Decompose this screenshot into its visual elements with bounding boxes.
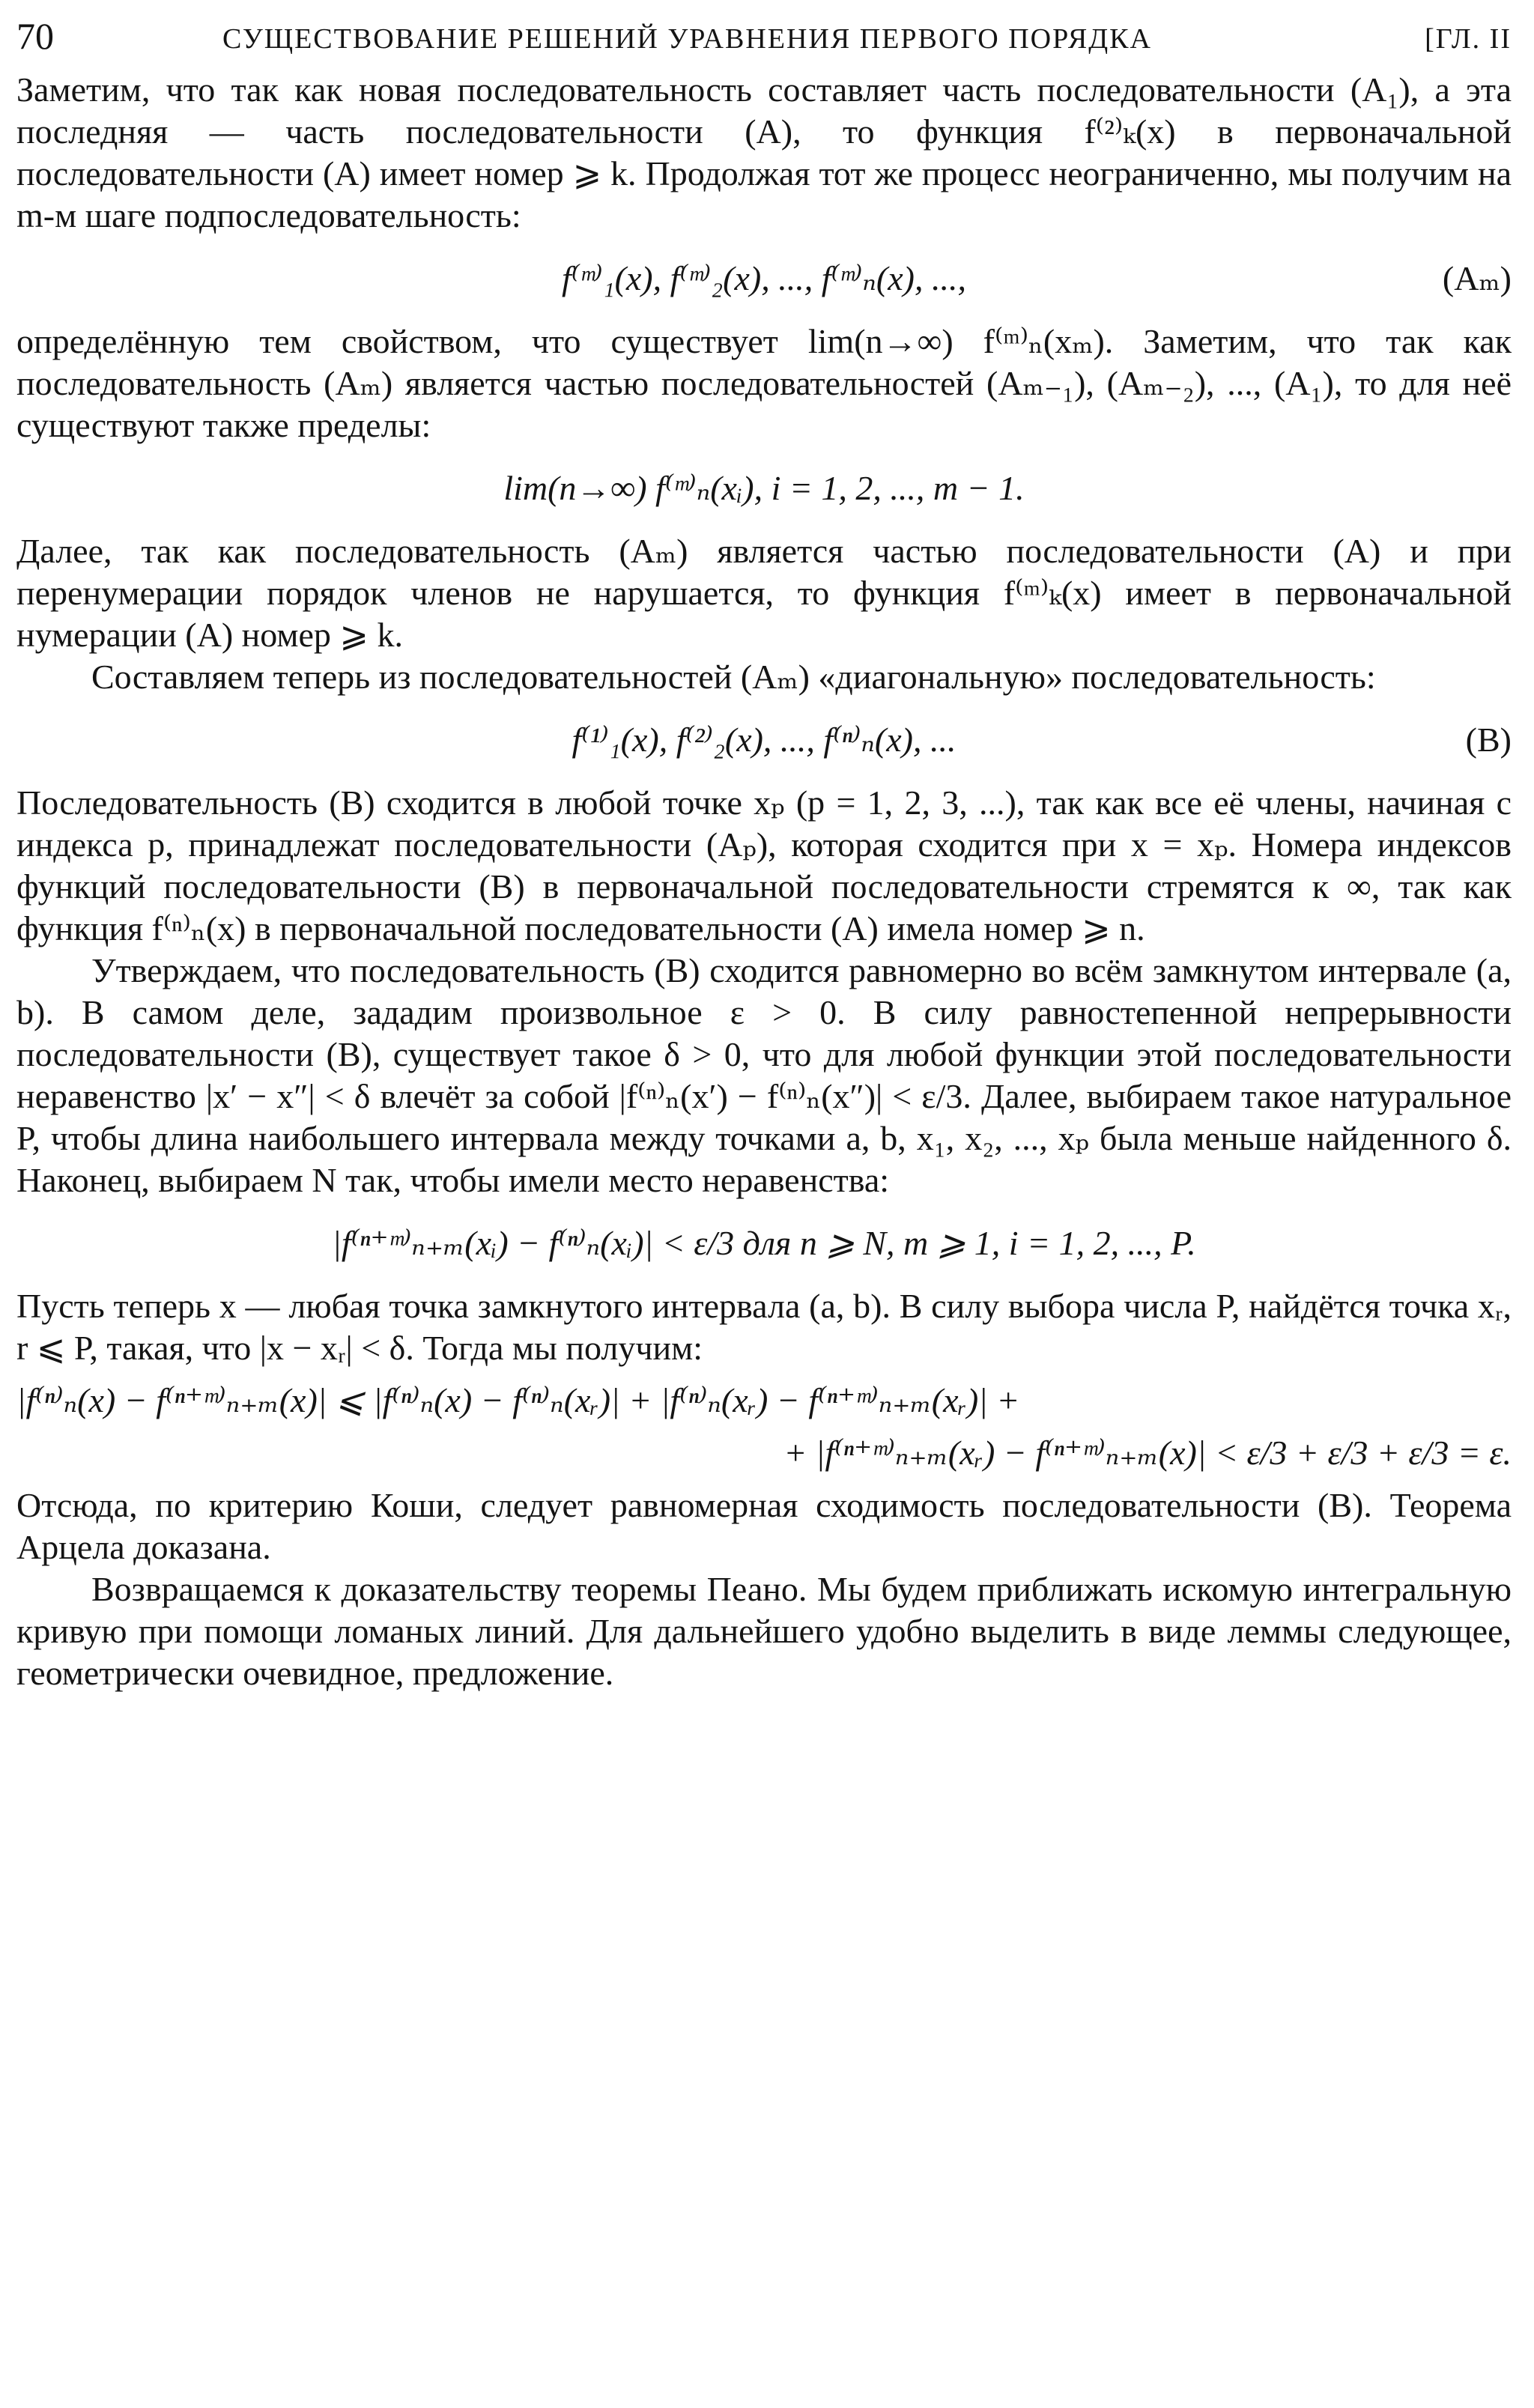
equation-Am-tag: (Aₘ): [1442, 259, 1512, 297]
paragraph-7: Пусть теперь x — любая точка замкнутого интервала (a, b). В силу выбора числа P, найдётся точка xᵣ, r ⩽ P, такая, что |x − xᵣ| < δ. Тогда мы получим:: [16, 1287, 1512, 1367]
equation-B-tag: (B): [1465, 721, 1512, 759]
equation-Am-body: f⁽ᵐ⁾₁(x), f⁽ᵐ⁾₂(x), ..., f⁽ᵐ⁾ₙ(x), ...,: [562, 259, 966, 297]
equation-B-body: f⁽¹⁾₁(x), f⁽²⁾₂(x), ..., f⁽ⁿ⁾ₙ(x), ...: [572, 721, 957, 759]
paragraph-4: Составляем теперь из последовательностей (Aₘ) «диагональную» последовательность:: [91, 658, 1376, 696]
paragraph-2: определённую тем свойством, что существует lim(n→∞) f⁽ᵐ⁾ₙ(xₘ). Заметим, что так как последовательность (Aₘ) является частью последовательностей (Aₘ₋₁), (Aₘ₋₂), ..., (A₁), то для неё существуют также пределы:: [16, 322, 1512, 444]
paragraph-9: Возвращаемся к доказательству теоремы Пеано. Мы будем приближать искомую интегральную кривую при помощи ломаных линий. Для дальнейшего удобно выделить в виде леммы следующее, геометрически очевидное, предложение.: [16, 1570, 1512, 1692]
equation-final-line-1: [16, 1380, 1512, 1422]
equation-N: [16, 1222, 1512, 1264]
page-header: [16, 15, 1512, 69]
running-title: СУЩЕСТВОВАНИЕ РЕШЕНИЙ УРАВНЕНИЯ ПЕРВОГО ПОРЯДКА: [222, 23, 1152, 55]
equation-Am: [16, 258, 1512, 300]
chapter-reference: [ГЛ. II: [1425, 23, 1512, 55]
page-number: 70: [16, 15, 54, 57]
equation-B: [16, 719, 1512, 761]
equation-final-line-2: [16, 1432, 1512, 1474]
equation-final-line-1-body: |f⁽ⁿ⁾ₙ(x) − f⁽ⁿ⁺ᵐ⁾ₙ₊ₘ(x)| ⩽ |f⁽ⁿ⁾ₙ(x) − f⁽ⁿ⁾ₙ(xᵣ)| + |f⁽ⁿ⁾ₙ(xᵣ) − f⁽ⁿ⁺ᵐ⁾ₙ₊ₘ(xᵣ)| +: [16, 1381, 1020, 1419]
equation-limits: [16, 467, 1512, 509]
equation-final-line-2-body: + |f⁽ⁿ⁺ᵐ⁾ₙ₊ₘ(xᵣ) − f⁽ⁿ⁺ᵐ⁾ₙ₊ₘ(x)| < ε/3 + ε/3 + ε/3 = ε.: [783, 1434, 1512, 1472]
paragraph-6: Утверждаем, что последовательность (B) сходится равномерно во всём замкнутом интервале (a, b). В самом деле, зададим произвольное ε > 0. В силу равностепенной непрерывности последовательности (B), существует такое δ > 0, что для любой функции этой последовательности неравенство |x′ − x″| < δ влечёт за собой |f⁽ⁿ⁾ₙ(x′) − f⁽ⁿ⁾ₙ(x″)| < ε/3. Далее, выбираем такое натуральное P, чтобы длина наибольшего интервала между точками a, b, x₁, x₂, ..., xₚ была меньше найденного δ. Наконец, выбираем N так, чтобы имели место неравенства:: [16, 951, 1512, 1199]
paragraph-3: Далее, так как последовательность (Aₘ) является частью последовательности (A) и при перенумерации порядок членов не нарушается, то функция f⁽ᵐ⁾ₖ(x) имеет в первоначальной нумерации (A) номер ⩾ k.: [16, 532, 1512, 654]
paragraph-5: Последовательность (B) сходится в любой точке xₚ (p = 1, 2, 3, ...), так как все её члены, начиная с индекса p, принадлежат последовательности (Aₚ), которая сходится при x = xₚ. Номера индексов функций последовательности (B) в первоначальной последовательности стремятся к ∞, так как функция f⁽ⁿ⁾ₙ(x) в первоначальной последовательности (A) имела номер ⩾ n.: [16, 783, 1512, 947]
equation-N-body: |f⁽ⁿ⁺ᵐ⁾ₙ₊ₘ(xᵢ) − f⁽ⁿ⁾ₙ(xᵢ)| < ε/3 для n ⩾ N, m ⩾ 1, i = 1, 2, ..., P.: [332, 1224, 1196, 1262]
paragraph-1: Заметим, что так как новая последовательность составляет часть последовательности (A₁), а эта последняя — часть последовательности (A), то функция f⁽²⁾ₖ(x) в первоначальной последовательности (A) имеет номер ⩾ k. Продолжая тот же процесс неограниченно, мы получим на m-м шаге подпоследовательность:: [16, 70, 1512, 234]
equation-limits-body: lim(n→∞) f⁽ᵐ⁾ₙ(xᵢ), i = 1, 2, ..., m − 1.: [503, 469, 1025, 507]
paragraph-8: Отсюда, по критерию Коши, следует равномерная сходимость последовательности (B). Теорема Арцела доказана.: [16, 1486, 1512, 1566]
